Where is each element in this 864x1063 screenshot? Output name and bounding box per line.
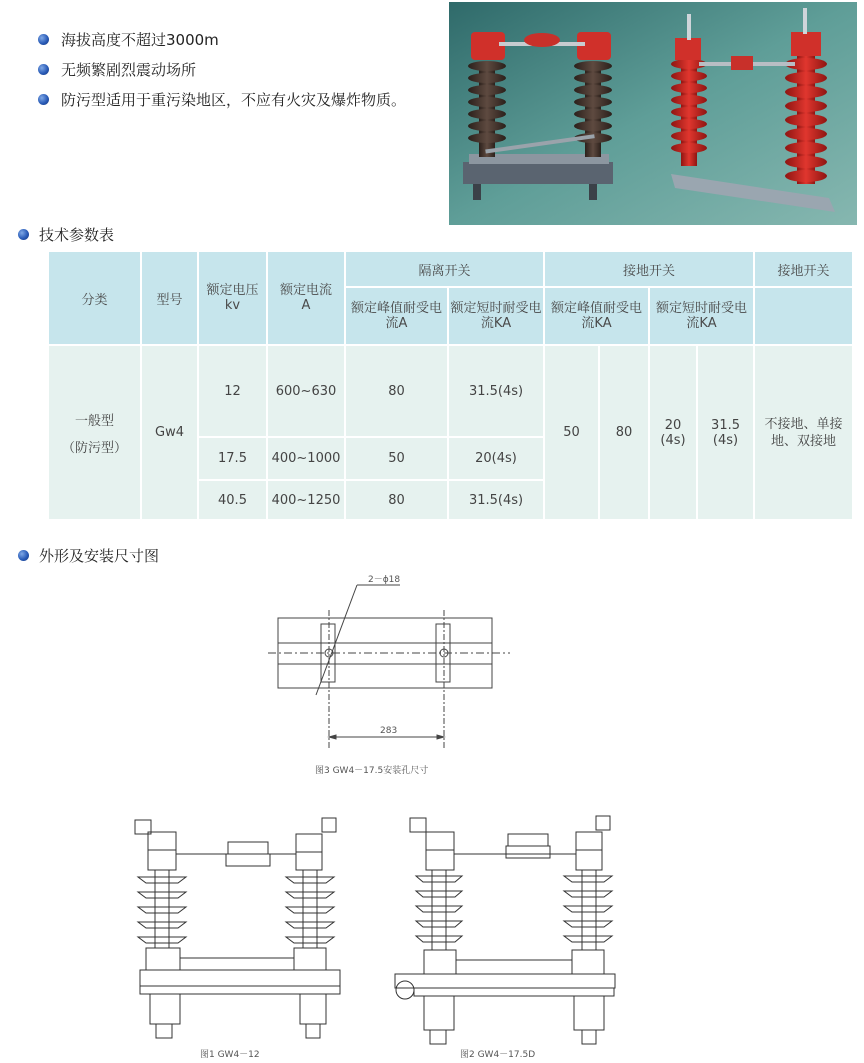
header-earthing-switch: 接地开关 xyxy=(544,251,754,287)
feature-text: 海拔高度不超过3000m xyxy=(61,30,219,49)
spacing-dimension: 283 xyxy=(380,726,398,736)
cell-current: 600~630 xyxy=(267,345,345,437)
feature-text: 防污型适用于重污染地区，不应有火灾及爆炸物质。 xyxy=(61,90,407,109)
hole-label: 2－ϕ18 xyxy=(368,575,401,585)
feature-item xyxy=(38,54,406,84)
header-category: 分类 xyxy=(48,251,141,345)
feature-item xyxy=(38,84,406,114)
section-title-tech-params xyxy=(18,224,114,245)
cell-category: 一般型 （防污型） xyxy=(48,345,141,520)
cell-earth-peak-1: 50 xyxy=(544,345,599,520)
feature-list xyxy=(38,24,406,114)
header-iso-short: 额定短时耐受电流KA xyxy=(448,287,544,345)
header-earth-short: 额定短时耐受电流KA xyxy=(649,287,754,345)
header-model: 型号 xyxy=(141,251,198,345)
fig1-gw4-12-drawing xyxy=(135,818,340,1038)
fig1-caption: 图1 GW4－12 xyxy=(200,1050,260,1060)
header-earth-peak: 额定峰值耐受电流KA xyxy=(544,287,649,345)
cell-peak: 50 xyxy=(345,437,448,480)
product-photo xyxy=(449,2,857,225)
fig3-mounting-plate xyxy=(268,585,510,748)
header-blank xyxy=(754,287,853,345)
fig3-caption: 图3 GW4－17.5安装孔尺寸 xyxy=(315,766,429,776)
bullet-icon xyxy=(18,229,29,240)
cell-earthing-type: 不接地、单接地、双接地 xyxy=(754,345,853,520)
cell-model: Gw4 xyxy=(141,345,198,520)
section-title-text: 技术参数表 xyxy=(39,226,115,244)
section-title-dimensions xyxy=(18,545,159,566)
section-title-text: 外形及安装尺寸图 xyxy=(39,547,160,565)
cell-short: 31.5(4s) xyxy=(448,480,544,520)
cell-earth-peak-2: 80 xyxy=(599,345,649,520)
fig2-gw4-17-5d-drawing xyxy=(395,816,615,1044)
feature-item xyxy=(38,24,406,54)
cell-short: 20(4s) xyxy=(448,437,544,480)
header-iso-peak: 额定峰值耐受电流A xyxy=(345,287,448,345)
fig2-caption: 图2 GW4－17.5D xyxy=(460,1050,536,1060)
feature-text: 无频繁剧烈震动场所 xyxy=(61,60,197,79)
cell-peak: 80 xyxy=(345,480,448,520)
spec-table xyxy=(47,250,854,521)
bullet-icon xyxy=(38,34,49,45)
cell-earth-short-1: 20 (4s) xyxy=(649,345,697,520)
table-row xyxy=(48,345,853,437)
bullet-icon xyxy=(38,64,49,75)
header-isolation-switch: 隔离开关 xyxy=(345,251,544,287)
cell-current: 400~1000 xyxy=(267,437,345,480)
cell-peak: 80 xyxy=(345,345,448,437)
cell-short: 31.5(4s) xyxy=(448,345,544,437)
dimension-drawings xyxy=(0,570,864,1063)
cell-voltage: 17.5 xyxy=(198,437,267,480)
bullet-icon xyxy=(38,94,49,105)
header-rated-voltage: 额定电压 kv xyxy=(198,251,267,345)
cell-current: 400~1250 xyxy=(267,480,345,520)
header-earthing-switch-type: 接地开关 xyxy=(754,251,853,287)
bullet-icon xyxy=(18,550,29,561)
cell-voltage: 40.5 xyxy=(198,480,267,520)
cell-voltage: 12 xyxy=(198,345,267,437)
header-rated-current: 额定电流 A xyxy=(267,251,345,345)
cell-earth-short-2: 31.5 (4s) xyxy=(697,345,754,520)
